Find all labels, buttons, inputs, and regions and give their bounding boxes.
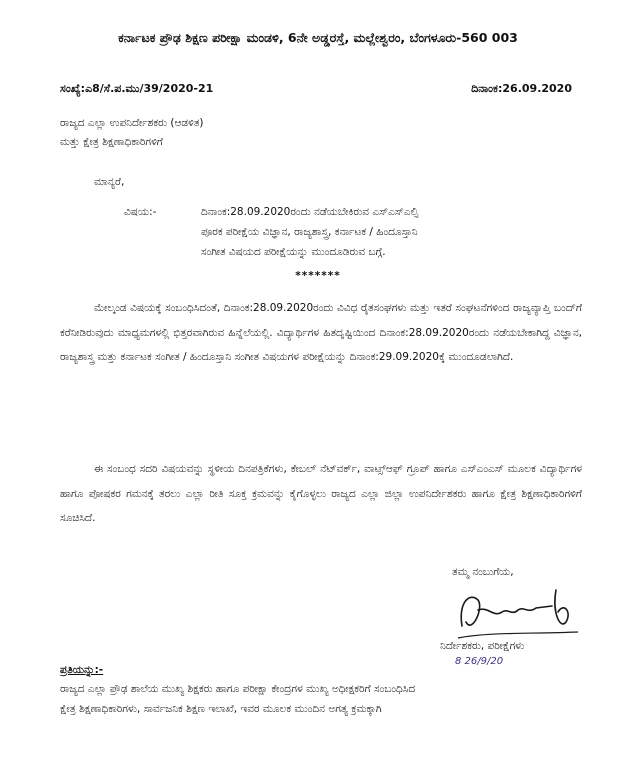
body-paragraph-1: ಮೇಲ್ಕಂಡ ವಿಷಯಕ್ಕೆ ಸಂಬಂಧಿಸಿದಂತೆ, ದಿನಾಂಕ:28.09.2020ರಂದು ವಿವಿಧ ರೈತಸಂಘಗಳು ಮತ್ತು ಇತರೆ ಸಂಘಟನೆಗಳಿಂದ ರಾಜ್ಯವ್ಯಾಪ್ತಿ ಬಂದ್‌ಗೆ ಕರೆನೀಡಿರುವುದು ಮಾಧ್ಯಮಗಳಲ್ಲಿ ಭಿತ್ತರವಾಗಿರುವ ಹಿನ್ನೆಲೆಯಲ್ಲಿ. ವಿದ್ಯಾರ್ಥಿಗಳ ಹಿತದೃಷ್ಟಿಯಿಂದ ದಿನಾಂಕ:28.09.2020ರಂದು ನಡೆಯಬೇಕಾಗಿದ್ದ ವಿಜ್ಞಾನ, ರಾಜ್ಯಶಾಸ್ತ್ರ ಮತ್ತು ಕರ್ನಾಟಕ ಸಂಗೀತ / ಹಿಂದೂಸ್ತಾನಿ ಸಂಗೀತ ವಿಷಯಗಳ ಪರೀಕ್ಷೆಯನ್ನು ದಿನಾಂಕ:29.09.2020ಕ್ಕೆ ಮುಂದೂಡಲಾಗಿದೆ. xyxy=(60,302,582,363)
salutation: ಮಾನ್ಯರೆ, xyxy=(94,176,125,188)
closing: ತಮ್ಮ ನಂಬುಗೆಯ, xyxy=(452,566,514,578)
subject-line: ಸಂಗೀತ ವಿಷಯದ ಪರೀಕ್ಷೆಯನ್ನು ಮುಂದೂಡಿರುವ ಬಗ್ಗೆ. xyxy=(201,246,386,258)
subject-line: ಪೂರಕ ಪರೀಕ್ಷೆಯ ವಿಜ್ಞಾನ, ರಾಜ್ಯಶಾಸ್ತ್ರ, ಕರ್ನಾಟಕ / ಹಿಂದೂಸ್ತಾನಿ xyxy=(201,226,418,238)
addressee-line: ರಾಜ್ಯದ ಎಲ್ಲಾ ಉಪನಿರ್ದೇಶಕರು (ಆಡಳಿತ) xyxy=(60,117,204,129)
reference-number: ಸಂಖ್ಯೆ:ಎ8/ಸೆ.ಪ.ಮು/39/2020-21 xyxy=(60,82,214,95)
signatory-designation: ನಿರ್ದೇಶಕರು, ಪರೀಕ್ಷೆಗಳು xyxy=(440,640,525,652)
handwritten-note: 8 26/9/20 xyxy=(455,656,504,667)
letterhead-title: ಕರ್ನಾಟಕ ಪ್ರೌಢ ಶಿಕ್ಷಣ ಪರೀಕ್ಷಾ ಮಂಡಳಿ, 6ನೇ ಅಡ್ಡರಸ್ತೆ, ಮಲ್ಲೇಶ್ವರಂ, ಬೆಂಗಳೂರು-560 003 xyxy=(118,30,518,45)
subject-label: ವಿಷಯ:- xyxy=(124,206,157,218)
body-paragraph-2: ಈ ಸಂಬಂಧ ಸದರಿ ವಿಷಯವನ್ನು ಸ್ಥಳೀಯ ದಿನಪತ್ರಿಕೆಗಳು, ಕೇಬಲ್ ನೆಟ್‌ವರ್ಕ್, ವಾಟ್ಸ್‌ಆಫ್ ಗ್ರೂಪ್ ಹಾಗೂ ಎಸ್‌ಎಂಎಸ್ ಮೂಲಕ ವಿದ್ಯಾರ್ಥಿಗಳ ಹಾಗೂ ಪೋಷಕರ ಗಮನಕ್ಕೆ ತರಲು ಎಲ್ಲಾ ರೀತಿ ಸೂಕ್ತ ಕ್ರಮವನ್ನು ಕೈಗೊಳ್ಳಲು ರಾಜ್ಯದ ಎಲ್ಲಾ ಜಿಲ್ಲಾ ಉಪನಿರ್ದೇಶಕರು ಹಾಗೂ ಕ್ಷೇತ್ರ ಶಿಕ್ಷಣಾಧಿಕಾರಿಗಳಿಗೆ ಸೂಚಿಸಿದೆ. xyxy=(60,463,582,524)
subject-line: ದಿನಾಂಕ:28.09.2020ರಂದು ನಡೆಯಬೇಕಿರುವ ಎಸ್ಎಸ್ಎಲ್ಸಿ xyxy=(201,206,419,218)
copy-to-label: ಪ್ರತಿಯನ್ನು:- xyxy=(60,664,104,676)
separator: ******* xyxy=(295,270,341,282)
copy-to-line: ರಾಜ್ಯದ ಎಲ್ಲಾ ಪ್ರೌಢ ಶಾಲೆಯ ಮುಖ್ಯ ಶಿಕ್ಷಕರು ಹಾಗೂ ಪರೀಕ್ಷಾ ಕೇಂದ್ರಗಳ ಮುಖ್ಯ ಅಧೀಕ್ಷಕರಿಗೆ ಸಂಬಂಧಿಸಿದ xyxy=(60,683,416,695)
letter-date: ದಿನಾಂಕ:26.09.2020 xyxy=(471,82,572,95)
addressee-line: ಮತ್ತು ಕ್ಷೇತ್ರ ಶಿಕ್ಷಣಾಧಿಕಾರಿಗಳಿಗೆ xyxy=(60,136,163,148)
copy-to-line: ಕ್ಷೇತ್ರ ಶಿಕ್ಷಣಾಧಿಕಾರಿಗಳು, ಸಾರ್ವಜನಿಕ ಶಿಕ್ಷಣ ಇಲಾಖೆ, ಇವರ ಮೂಲಕ ಮುಂದಿನ ಅಗತ್ಯ ಕ್ರಮಕ್ಕಾಗಿ xyxy=(60,703,382,715)
